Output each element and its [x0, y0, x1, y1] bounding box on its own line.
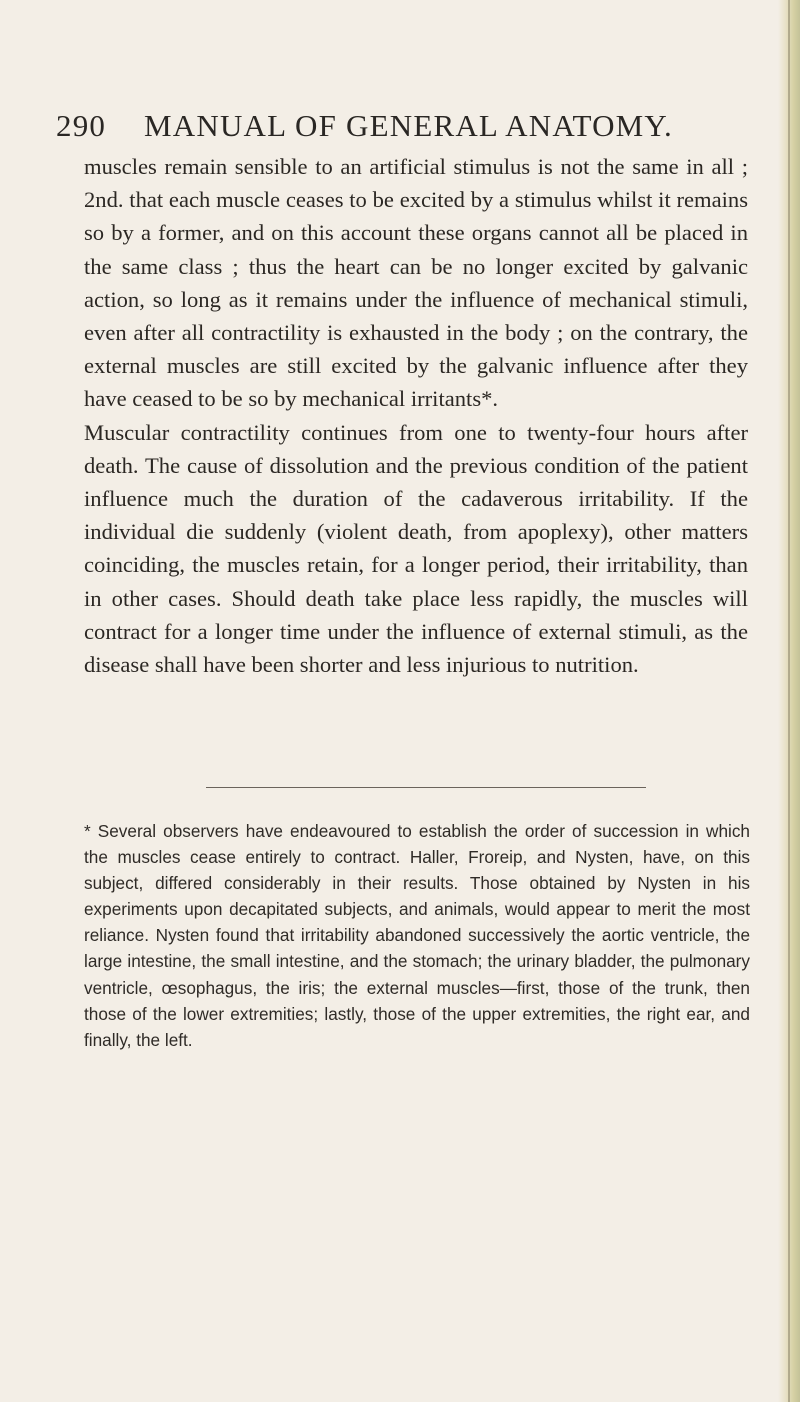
footnote-text: * Several observers have endeavoured to establish the order of succession in which the muscles cease entirely to contract. Haller, Froreip, and Nysten, have, on this subject, differed considerably in their results. Those obtained by Nysten in his experiments upon decapitated subjects, and animals, would appear to merit the most reliance. Nysten found that irritability abandoned successively the aortic ventricle, the large intestine, the small intestine, and the stomach; the urinary bladder, the pulmonary ventricle, œsophagus, the iris; the external muscles—first, those of the trunk, then those of the lower extremities; lastly, those of the upper extremities, the right ear, and finally, the left. [84, 821, 750, 1050]
running-title: MANUAL OF GENERAL ANATOMY. [144, 108, 673, 143]
body-text [84, 150, 748, 681]
footnote-divider [206, 787, 646, 788]
page-edge-line [788, 0, 790, 1402]
running-header [56, 106, 756, 146]
body-paragraph: Muscular contractility continues from one to twenty-four hours after death. The cause of dissolution and the previous condition of the patient influence much the duration of the cadaverous irritability. If the individual die suddenly (violent death, from apoplexy), other matters coinciding, the muscles retain, for a longer period, their irritability, than in other cases. Should death take place less rapidly, the muscles will contract for a longer time under the influence of external stimuli, as the disease shall have been shorter and less injurious to nutrition. [84, 419, 748, 678]
footnote [84, 818, 750, 1053]
page-number: 290 [56, 108, 107, 143]
body-paragraph: muscles remain sensible to an artificial stimulus is not the same in all ; 2nd. that each muscle ceases to be excited by a stimulus whilst it remains so by a former, and on this account these organs cannot all be placed in the same class ; thus the heart can be no longer excited by galvanic action, so long as it remains under the influence of mechanical stimuli, even after all contractility is exhausted in the body ; on the contrary, the external muscles are still excited by the galvanic influence after they have ceased to be so by mechanical irritants*. [84, 154, 748, 412]
